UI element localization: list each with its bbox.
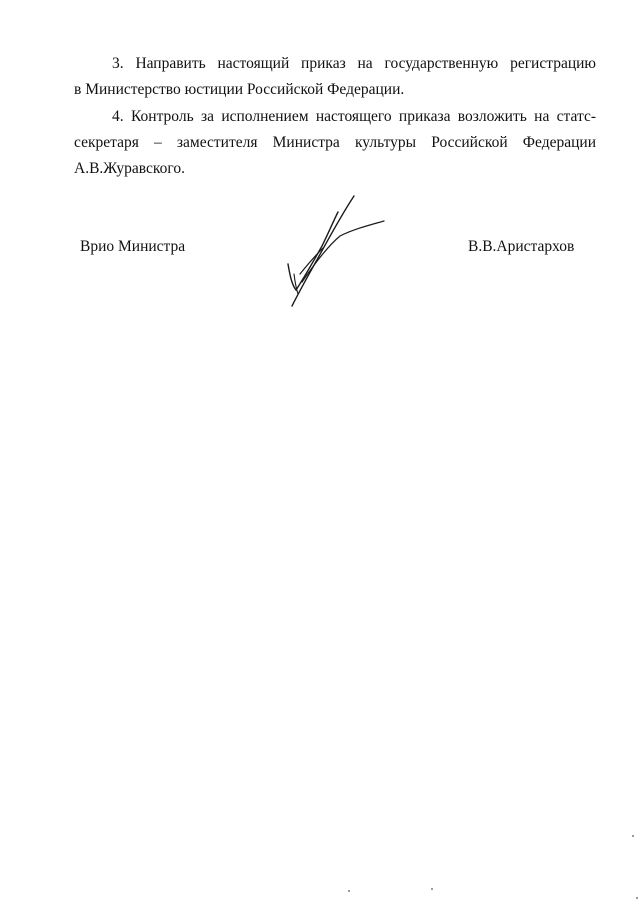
paragraph-4-line-3: А.В.Журавского. — [74, 160, 185, 177]
scan-speck — [348, 890, 350, 892]
handwritten-signature — [280, 190, 390, 310]
paragraph-4-line-1: 4. Контроль за исполнением настоящего приказа возложить на статс- — [112, 108, 596, 125]
signature-name: В.В.Аристархов — [468, 238, 575, 255]
paragraph-3-line-2: в Министерство юстиции Российской Федерации. — [74, 81, 405, 98]
paragraph-4-line-2: секретаря – заместителя Министра культуры Российской Федерации — [74, 134, 596, 151]
paragraph-3 — [74, 51, 596, 103]
signature-title: Врио Министра — [80, 238, 186, 255]
scan-speck — [431, 888, 433, 890]
paragraph-4 — [74, 104, 596, 182]
scan-speck — [632, 835, 634, 837]
scan-speck — [636, 897, 638, 899]
paragraph-3-line-1: 3. Направить настоящий приказ на государственную регистрацию — [112, 55, 596, 72]
